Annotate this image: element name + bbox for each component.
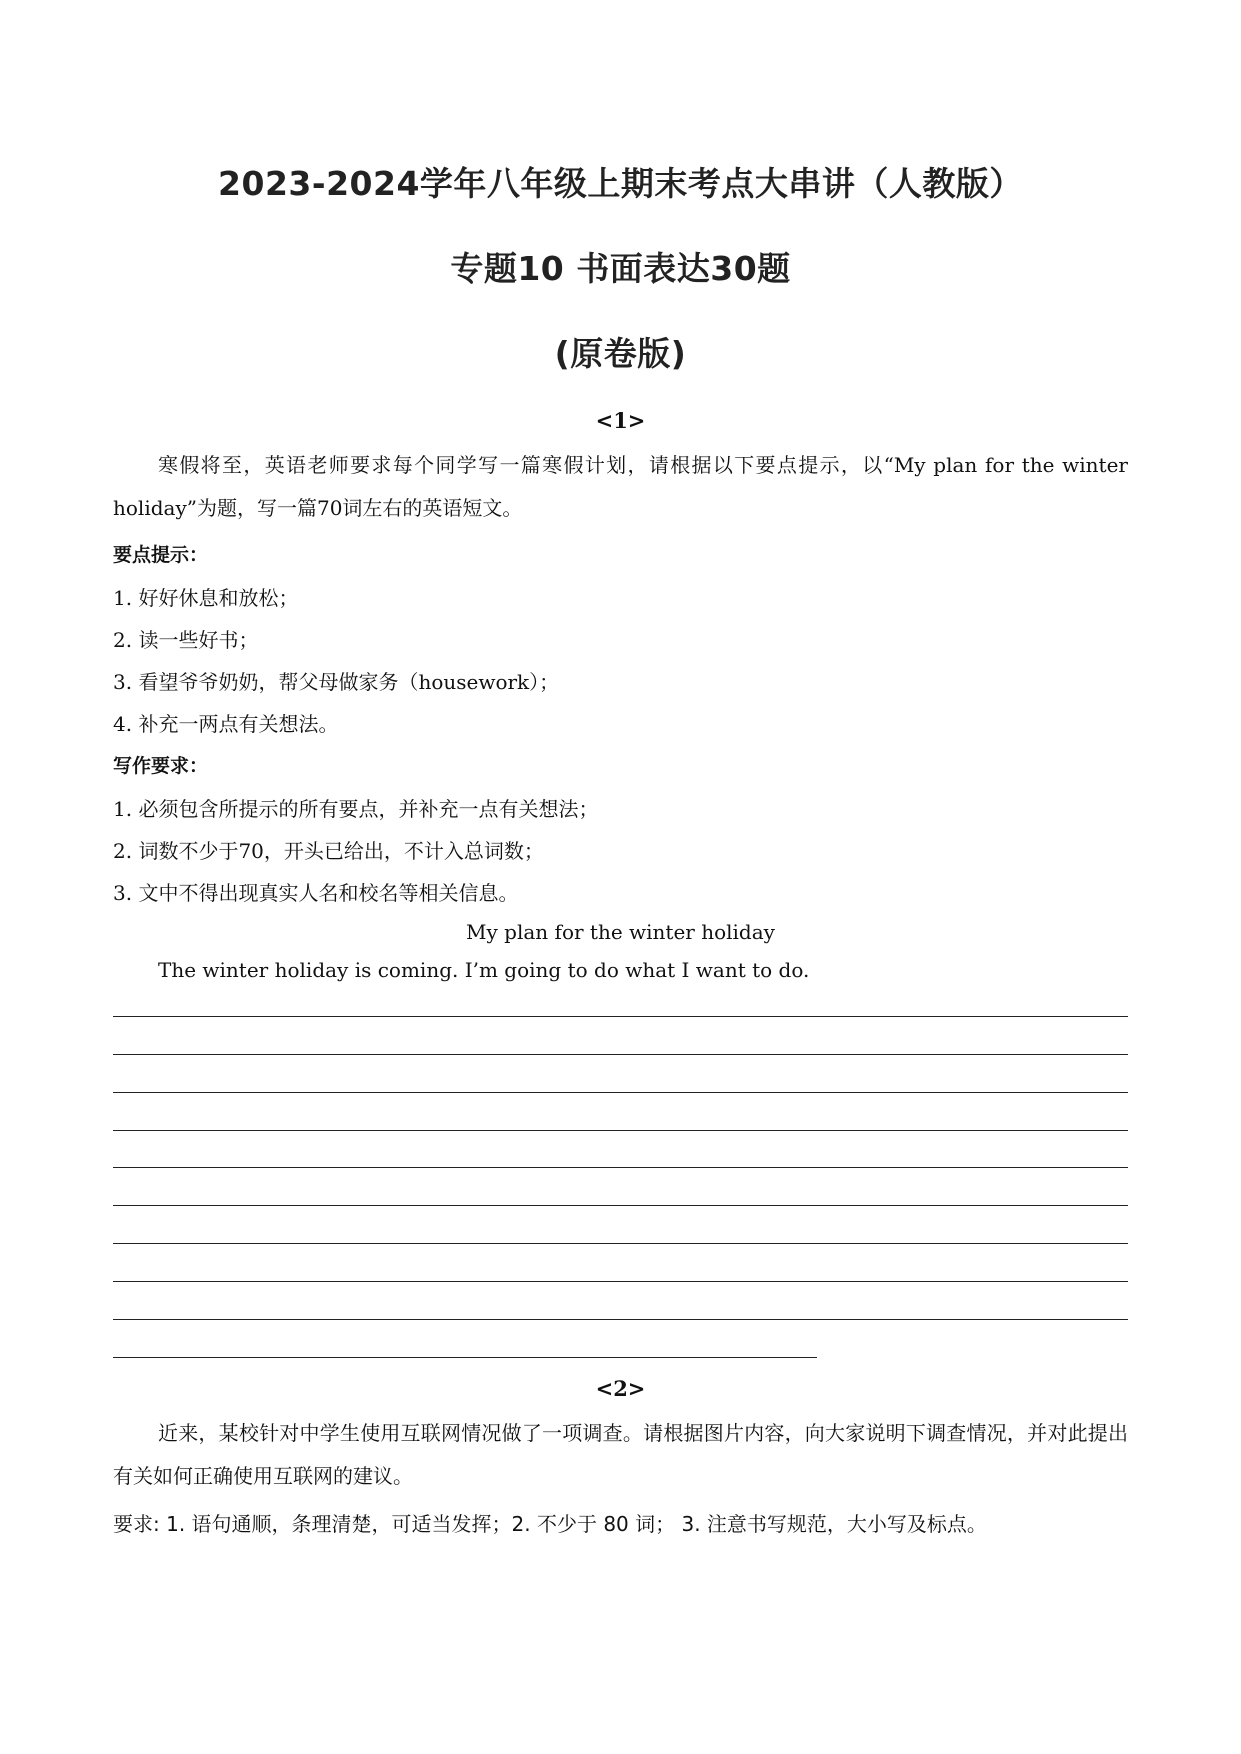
answer-line — [113, 1092, 1128, 1093]
answer-line — [113, 1319, 1128, 1320]
requirement-item: 2. 词数不少于70，开头已给出，不计入总词数； — [113, 839, 544, 863]
answer-line — [113, 1243, 1128, 1244]
answer-line — [113, 1016, 1128, 1017]
answer-line — [113, 1167, 1128, 1168]
requirements-label: 写作要求： — [113, 755, 209, 777]
page-subtitle: 专题10 书面表达30题 — [450, 249, 791, 288]
hint-item: 4. 补充一两点有关想法。 — [113, 712, 339, 736]
hint-item: 3. 看望爷爷奶奶，帮父母做家务（housework）； — [113, 670, 560, 694]
essay-title: My plan for the winter holiday — [466, 920, 775, 944]
question-1-prompt: 寒假将至，英语老师要求每个同学写一篇寒假计划，请根据以下要点提示，以“My plan for the winter holiday”为题，写一篇70词左右的英语短文。 — [113, 453, 1128, 520]
answer-line — [113, 1130, 1128, 1131]
hint-item: 2. 读一些好书； — [113, 628, 259, 652]
hint-item: 1. 好好休息和放松； — [113, 586, 299, 610]
page-title: 2023-2024学年八年级上期末考点大串讲（人教版） — [218, 164, 1023, 203]
requirement-item: 3. 文中不得出现真实人名和校名等相关信息。 — [113, 881, 519, 905]
essay-opening: The winter holiday is coming. I’m going to do what I want to do. — [158, 958, 810, 982]
question-2-requirements: 要求: 1. 语句通顺，条理清楚，可适当发挥；2. 不少于 80 词； 3. 注意书写规范，大小写及标点。 — [113, 1512, 987, 1536]
answer-line — [113, 1281, 1128, 1282]
hints-label: 要点提示： — [113, 544, 209, 566]
question-2-number: <2> — [595, 1376, 646, 1401]
requirement-item: 1. 必须包含所提示的所有要点，并补充一点有关想法； — [113, 797, 599, 821]
answer-line — [113, 1357, 817, 1358]
answer-line — [113, 1205, 1128, 1206]
answer-line — [113, 1054, 1128, 1055]
question-1-number: <1> — [595, 408, 646, 433]
question-2-prompt: 近来，某校针对中学生使用互联网情况做了一项调查。请根据图片内容，向大家说明下调查情况，并对此提出有关如何正确使用互联网的建议。 — [113, 1421, 1128, 1488]
page-edition: (原卷版) — [554, 334, 687, 373]
